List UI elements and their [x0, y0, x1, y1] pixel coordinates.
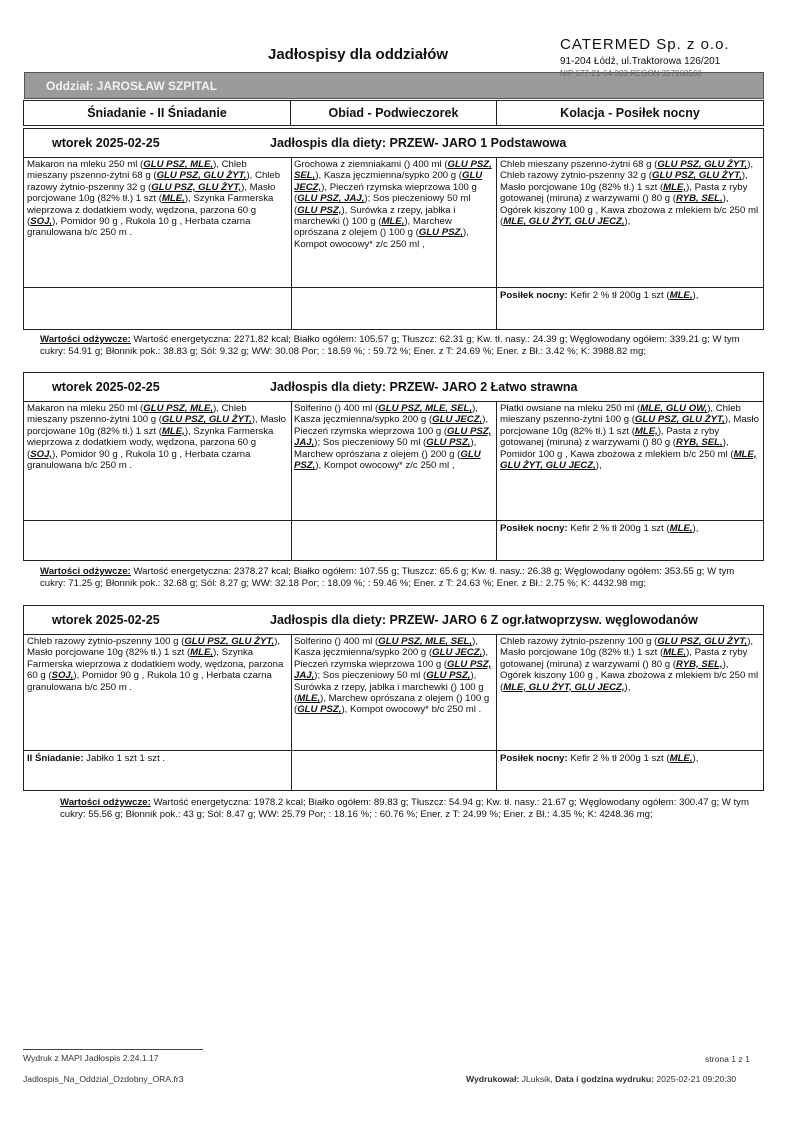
allergen-code: MLE,	[381, 216, 405, 228]
diet-block-3	[23, 605, 764, 791]
meal-text: ); Sos pieczeniowy 50 ml (	[294, 193, 471, 216]
meal-text: ),	[624, 216, 631, 228]
allergen-code: GLU PSZ, MLE, SEL,	[378, 636, 473, 647]
allergen-code: SOJ,	[51, 670, 74, 682]
meal-text: Makaron na mleku 250 ml (	[27, 159, 144, 170]
night-meal-cell: Posiłek nocny: Kefir 2 % tł 200g 1 szt (MLE,),	[500, 523, 699, 534]
footer-report-file: Jadlospis_Na_Oddzial_Ozdobny_ORA.fr3	[23, 1074, 184, 1084]
allergen-code: RYB, SEL,	[675, 193, 723, 205]
meal-text: ), Kasza jęczmienna/sypko 200 g (	[315, 170, 462, 182]
diet-header	[24, 129, 763, 158]
allergen-code: MLE,	[161, 193, 185, 205]
menu-date: wtorek 2025-02-25	[52, 136, 160, 150]
allergen-code: RYB, SEL,	[675, 658, 723, 670]
allergen-code: GLU PSZ, GLU ŻYT,	[184, 636, 275, 647]
meal-text: ), Masło porcjowane 10g (82% tł.) 1 szt (	[27, 181, 276, 205]
allergen-code: MLE,	[663, 647, 687, 659]
meal-text: ), Marchew oprószana z olejem () 100 g (	[294, 216, 452, 239]
meal-text: ), Pomidor 100 g , Kawa zbożowa z mlekiem b/c 250 ml (	[500, 437, 734, 460]
allergen-code: SOJ,	[30, 216, 53, 228]
allergen-code: GLU PSZ, MLE,	[143, 403, 214, 414]
meal-text: ), Szynka Farmerska wieprzowa z dodatkiem wody, wędzona, parzona 60 g (	[27, 647, 284, 682]
allergen-code: GLU PSZ, GLU ŻYT,	[634, 414, 725, 426]
meal-text: ), Surówka z rzepy, jabłka i marchewki () 100 g (	[294, 670, 484, 705]
meal-text: ), Marchew oprószana z olejem () 200 g (	[294, 437, 477, 460]
allergen-code: GLU PSZ, SEL,	[294, 159, 492, 182]
footer-rule	[23, 1049, 203, 1050]
nutrition-info: Wartości odżywcze: Wartość energetyczna: 1978.2 kcal; Białko ogółem: 89.83 g; Tłuszcz: 54.94 g; Kw. tł. nasy.: 21.67 g; Węglowodany ogółem: 300.47 g; W tym cukry: 55.56 g; Błonnik pok.: 43 g; Sól: 8.47 g; WW: 25.79 Por; : 18.16 %; : 60.76 %; Ener. z T: 24.99 %; Ener. z Bł.: 4.35 %; K: 4248.36 mg;	[60, 797, 749, 820]
meal-text: ), Szynka Farmerska wieprzowa z dodatkiem wody, wędzona, parzona 60 g (	[27, 425, 274, 460]
nutrition-info: Wartości odżywcze: Wartość energetyczna: 2271.82 kcal; Białko ogółem: 105.57 g; Tłuszcz: 62.31 g; Kw. tł. nasy.: 24.39 g; Węglowodany ogółem: 339.21 g; W tym cukry: 54.91 g; Błonnik pok.: 38.83 g; Sól: 9.32 g; WW: 30.08 Por; : 18.59 %; : 59.72 %; Ener. z T: 24.69 %; Ener. z Bł.: 3.42 %; K: 3988.82 mg;	[40, 334, 740, 357]
meal-text: ), Chleb razowy żytnio-pszenny 32 g (	[500, 159, 754, 182]
meal-text: Solferino () 400 ml (	[294, 403, 379, 414]
allergen-code: GLU PSZ,	[426, 437, 471, 449]
meal-text: ),	[624, 681, 631, 693]
allergen-code: MLE,	[297, 693, 321, 705]
allergen-code: MLE,	[190, 647, 214, 659]
meal-text: ), Pieczeń rzymska wieprzowa 100 g (	[294, 647, 489, 670]
meal-text: ), Pomidor 90 g , Rukola 10 g , Herbata czarna granulowana b/c 250 m .	[27, 216, 251, 239]
diet-name: Jadłospis dla diety: PRZEW- JARO 1 Podstawowa	[270, 136, 567, 150]
meal-text: ), Ogórek kiszony 100 g , Kawa zbożowa z mlekiem b/c 250 ml (	[500, 658, 759, 693]
allergen-code: GLU PSZ,	[297, 204, 342, 216]
column-header-breakfast: Śniadanie - II Śniadanie	[23, 100, 291, 126]
document-title: Jadłospisy dla oddziałów	[268, 46, 449, 63]
diet-name: Jadłospis dla diety: PRZEW- JARO 6 Z ogr.łatwoprzysw. węglowodanów	[270, 613, 698, 627]
allergen-code: GLU PSZ,	[426, 670, 471, 682]
meal-text: ), Pasta z ryby gotowanej (miruna) z warzywami () 80 g (	[500, 425, 720, 449]
allergen-code: GLU PSZ, GLU ŻYT,	[651, 170, 742, 182]
meal-text: ), Surówka z rzepy, jabłka i marchewki () 100 g (	[294, 204, 456, 228]
meal-text: ), Kasza jęczmienna/sypko 200 g (	[294, 403, 478, 426]
dinner-cell	[291, 635, 497, 750]
nutrition-info: Wartości odżywcze: Wartość energetyczna: 2378.27 kcal; Białko ogółem: 107.55 g; Tłuszcz: 65.6 g; Kw. tł. nasy.: 26.38 g; Węglowodany ogółem: 353.55 g; W tym cukry: 71.25 g; Błonnik pok.: 32.68 g; Sól: 8.27 g; WW: 32.18 Por; : 18.09 %; : 59.46 %; Ener. z T: 24.63 %; Ener. z Bł.: 2.75 %; K: 4432.98 mg;	[40, 566, 735, 589]
allergen-code: GLU PSZ, GLU ŻYT,	[657, 159, 748, 170]
supper-cell	[497, 402, 763, 519]
allergen-code: GLU PSZ,	[418, 227, 464, 239]
allergen-code: SOJ,	[30, 448, 53, 460]
night-meal-cell: Posiłek nocny: Kefir 2 % tł 200g 1 szt (MLE,),	[500, 753, 699, 764]
diet-name: Jadłospis dla diety: PRZEW- JARO 2 Łatwo strawna	[270, 380, 578, 394]
allergen-code: GLU PSZ, GLU ŻYT,	[151, 181, 242, 193]
allergen-code: GLU JECZ,	[294, 170, 483, 193]
breakfast-cell	[24, 158, 291, 286]
allergen-code: GLU PSZ, JAJ,	[294, 658, 492, 682]
page-number: strona 1 z 1	[705, 1054, 750, 1064]
meal-text: ); Sos pieczeniowy 50 ml (	[314, 437, 427, 449]
supper-cell	[497, 635, 763, 750]
meal-text: ), Pieczeń rzymska wieprzowa 100 g (	[294, 414, 489, 437]
company-name: CATERMED Sp. z o.o.	[560, 36, 730, 53]
meal-text: ); Sos pieczeniowy 50 ml (	[314, 670, 427, 682]
meal-text: ), Kasza jęczmienna/sypko 200 g (	[294, 636, 478, 659]
meal-text: ), Masło porcjowane 10g (82% tł.) 1 szt (	[500, 636, 754, 659]
meal-text: Makaron na mleku 250 ml (	[27, 403, 144, 414]
allergen-code: GLU JECZ,	[432, 647, 483, 659]
breakfast-cell	[24, 635, 291, 750]
diet-block-2	[23, 372, 764, 561]
allergen-code: GLU PSZ, GLU ŻYT,	[156, 170, 247, 182]
allergen-code: MLE, GLU ŻYT, GLU JECZ,	[503, 216, 625, 228]
diet-header	[24, 373, 763, 402]
meal-text: Chleb razowy żytnio-pszenny 100 g (	[27, 636, 185, 647]
allergen-code: MLE, GLU OW,	[640, 403, 708, 414]
night-meal-cell: Posiłek nocny: Kefir 2 % tł 200g 1 szt (MLE,),	[500, 290, 699, 301]
meal-text: ), Masło porcjowane 10g (82% tł.) 1 szt (	[27, 636, 281, 659]
menu-date: wtorek 2025-02-25	[52, 613, 160, 627]
department-label: Oddział: JAROSŁAW SZPITAL	[46, 79, 218, 93]
meal-text: ), Szynka Farmerska wieprzowa z dodatkiem wody, wędzona, parzona 60 g (	[27, 193, 274, 228]
allergen-code: GLU PSZ, GLU ŻYT,	[657, 636, 748, 647]
meal-text: ),	[595, 460, 602, 472]
diet-block-1	[23, 128, 764, 330]
meal-text: ), Pomidor 90 g , Rukola 10 g , Herbata czarna granulowana b/c 250 m .	[27, 448, 251, 472]
meal-text: ), Pasta z ryby gotowanej (miruna) z warzywami () 80 g (	[500, 181, 748, 205]
meal-text: ), Kompot owocowy* z/c 250 ml ,	[294, 227, 469, 250]
company-nip: NIP 677-21-64-383 REGON 357968560	[560, 69, 702, 78]
meal-text: ), Kompot owocowy* b/c 250 ml .	[341, 704, 482, 716]
company-address: 91-204 Łódź, ul.Traktorowa 126/201	[560, 56, 721, 67]
allergen-code: GLU PSZ, JAJ,	[297, 193, 365, 205]
meal-text: ), Chleb mieszany pszenno-żytni 100 g (	[27, 403, 247, 426]
column-header-supper: Kolacja - Posiłek nocny	[496, 100, 764, 126]
allergen-code: GLU PSZ, JAJ,	[294, 425, 492, 449]
meal-text: ), Pieczeń rzymska wieprzowa 100 g (	[294, 181, 477, 205]
allergen-code: MLE, GLU ŻYT, GLU JECZ,	[503, 681, 625, 693]
allergen-code: GLU PSZ,	[297, 704, 342, 716]
allergen-code: MLE,	[663, 181, 687, 193]
menu-date: wtorek 2025-02-25	[52, 380, 160, 394]
meal-text: ), Masło porcjowane 10g (82% tł.) 1 szt (	[27, 414, 286, 437]
meal-text: Płatki owsiane na mleku 250 ml (	[500, 403, 641, 414]
dinner-cell	[291, 158, 497, 286]
meal-text: ), Pomidor 90 g , Rukola 10 g , Herbata czarna granulowana b/c 250 m .	[27, 670, 272, 693]
second-breakfast-cell: II Śniadanie: Jabłko 1 szt 1 szt .	[27, 753, 166, 764]
meal-text: ), Marchew oprószana z olejem () 100 g (	[294, 693, 490, 716]
meal-text: Chleb razowy żytnio-pszenny 100 g (	[500, 636, 658, 647]
meal-text: ), Chleb razowy żytnio-pszenny 32 g (	[27, 170, 281, 193]
meal-text: Solferino () 400 ml (	[294, 636, 379, 647]
meal-text: ), Masło porcjowane 10g (82% tł.) 1 szt (	[500, 170, 748, 193]
meal-text: Grochowa z ziemniakami () 400 ml (	[294, 159, 448, 170]
meal-text: ), Chleb mieszany pszenno-żytni 100 g (	[500, 403, 741, 426]
diet-header	[24, 606, 763, 635]
meal-text: Chleb mieszany pszenno-żytni 68 g (	[500, 159, 658, 170]
allergen-code: GLU PSZ, GLU ŻYT,	[161, 414, 252, 426]
dinner-cell	[291, 402, 497, 519]
meal-text: ), Kompot owocowy* z/c 250 ml ,	[315, 460, 455, 472]
supper-cell	[497, 158, 763, 286]
allergen-code: GLU PSZ,	[294, 448, 481, 472]
allergen-code: MLE,	[634, 425, 658, 437]
column-header-dinner: Obiad - Podwieczorek	[290, 100, 497, 126]
allergen-code: RYB, SEL,	[675, 437, 723, 449]
printed-info: Wydrukował: JLuksik, Data i godzina wydruku: 2025-02-21 09:20:30	[466, 1074, 737, 1084]
footer-app-version: Wydruk z MAPI Jadłospis 2.24.1.17	[23, 1053, 159, 1063]
allergen-code: GLU PSZ, MLE,	[143, 159, 214, 170]
allergen-code: GLU JECZ,	[432, 414, 483, 426]
allergen-code: MLE,	[161, 425, 185, 437]
meal-text: ), Ogórek kiszony 100 g , Kawa zbożowa z mlekiem b/c 250 ml (	[500, 193, 759, 228]
meal-text: ), Masło porcjowane 10g (82% tł.) 1 szt (	[500, 414, 759, 437]
allergen-code: MLE, GLU ŻYT, GLU JECZ,	[500, 448, 757, 472]
meal-text: ), Chleb mieszany pszenno-żytni 68 g (	[27, 159, 247, 182]
breakfast-cell	[24, 402, 291, 519]
allergen-code: GLU PSZ, MLE, SEL,	[378, 403, 473, 414]
meal-text: ), Pasta z ryby gotowanej (miruna) z warzywami () 80 g (	[500, 647, 748, 670]
